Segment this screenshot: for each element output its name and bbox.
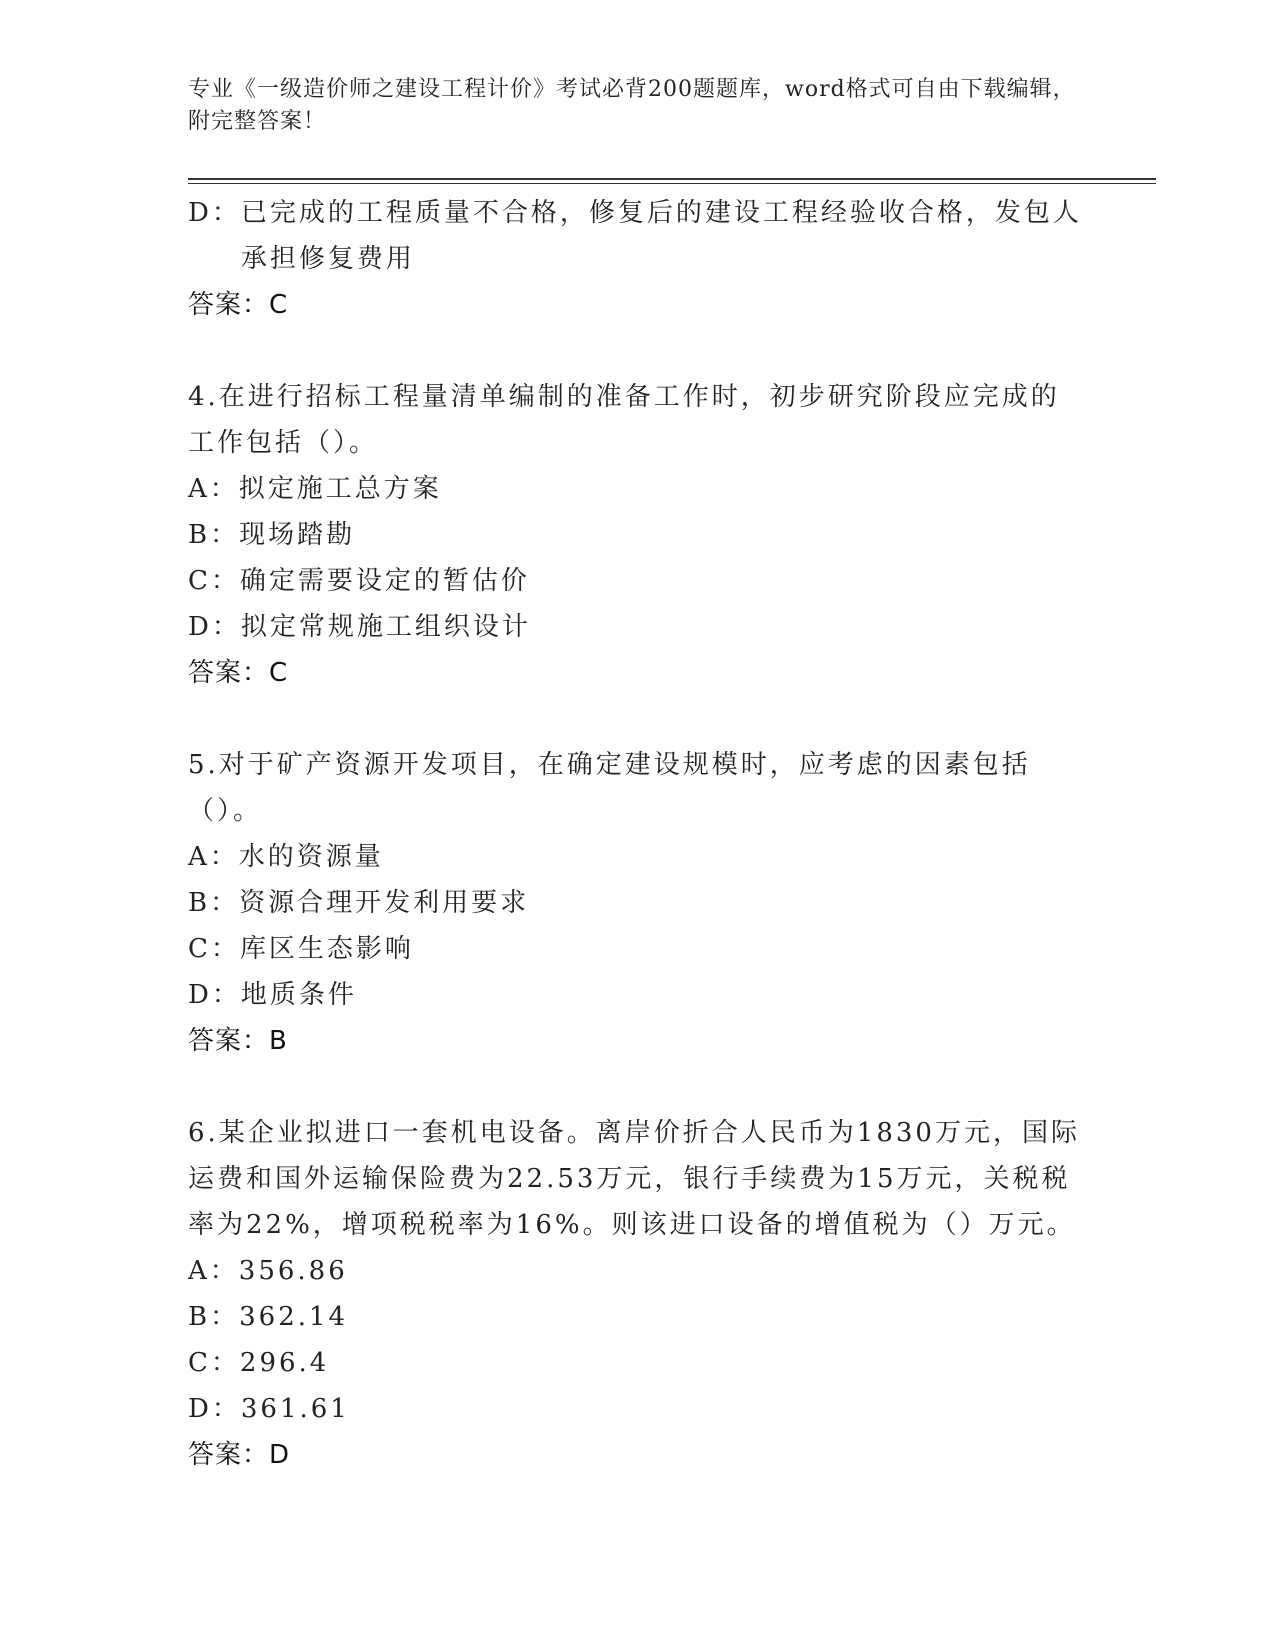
answer-line: 答案：C	[188, 290, 289, 320]
option-a	[188, 834, 1088, 880]
option-text: 362.14	[239, 1302, 349, 1332]
option-label: A：	[188, 842, 239, 872]
option-c	[188, 926, 1088, 972]
option-text: 拟定常规施工组织设计	[240, 612, 531, 642]
option-label: C：	[188, 934, 240, 964]
option-c	[188, 1340, 1088, 1386]
option-label: D：	[188, 612, 241, 642]
option-text: 现场踏勘	[239, 520, 356, 550]
option-text: 水的资源量	[238, 842, 384, 872]
option-text: 356.86	[238, 1256, 348, 1286]
option-d	[188, 604, 1088, 650]
option-label: C：	[188, 1348, 240, 1378]
option-text: 拟定施工总方案	[238, 474, 442, 504]
option-label: C：	[188, 566, 240, 596]
document-body	[188, 190, 1088, 1478]
option-b	[188, 1294, 1088, 1340]
answer-line: 答案：C	[188, 658, 289, 688]
option-text: 确定需要设定的暂估价	[239, 566, 530, 596]
question-stem: 4.在进行招标工程量清单编制的准备工作时，初步研究阶段应完成的工作包括（）。	[188, 382, 1060, 458]
option-label: D：	[188, 1394, 241, 1424]
option-d	[188, 190, 1088, 282]
option-label: A：	[188, 474, 239, 504]
header-divider-thick	[188, 178, 1156, 180]
option-label: D：	[188, 198, 241, 228]
option-text: 资源合理开发利用要求	[239, 888, 530, 918]
answer-line: 答案：B	[188, 1026, 288, 1056]
option-d	[188, 972, 1088, 1018]
option-b	[188, 880, 1088, 926]
document-header: 专业《一级造价师之建设工程计价》考试必背200题题库，word格式可自由下载编辑，附完整答案！	[188, 77, 1076, 134]
option-label: B：	[188, 888, 240, 918]
question-stem: 5.对于矿产资源开发项目，在确定建设规模时，应考虑的因素包括（）。	[188, 750, 1031, 826]
option-a	[188, 466, 1088, 512]
option-label: B：	[188, 520, 240, 550]
option-text: 296.4	[239, 1348, 330, 1378]
option-d	[188, 1386, 1088, 1432]
option-label: D：	[188, 980, 241, 1010]
option-text: 库区生态影响	[239, 934, 414, 964]
option-a	[188, 1248, 1088, 1294]
option-label: B：	[188, 1302, 240, 1332]
option-text: 361.61	[240, 1394, 350, 1424]
option-text: 已完成的工程质量不合格，修复后的建设工程经验收合格，发包人承担修复费用	[240, 198, 1082, 274]
option-c	[188, 558, 1088, 604]
option-label: A：	[188, 1256, 239, 1286]
option-text: 地质条件	[240, 980, 357, 1010]
question-stem: 6.某企业拟进口一套机电设备。离岸价折合人民币为1830万元，国际运费和国外运输保险费为22.53万元，银行手续费为15万元，关税税率为22%，增项税税率为16%。则该进口设备的增值税为（）万元。	[188, 1118, 1080, 1240]
option-b	[188, 512, 1088, 558]
answer-line: 答案：D	[188, 1440, 291, 1470]
header-divider-thin	[188, 183, 1156, 184]
